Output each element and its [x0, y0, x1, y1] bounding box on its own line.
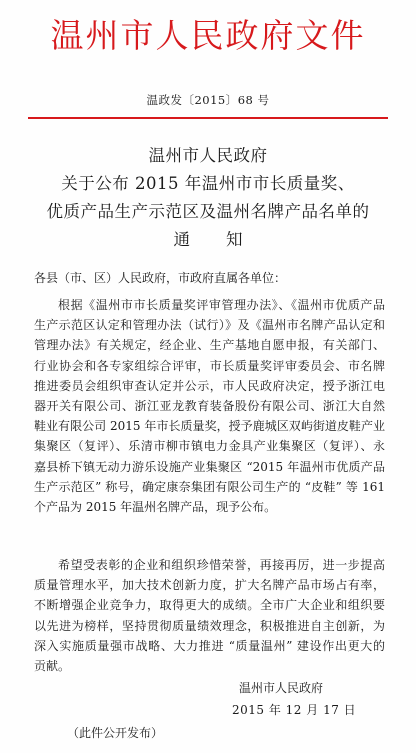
public-release-note: （此件公开发布） — [67, 726, 164, 740]
paragraph-1-line: 推进委员会组织审查认定并公示，市人民政府决定，授予浙江电 — [34, 378, 385, 393]
paragraph-2-line: 希望受表彰的企业和组织珍惜荣誉，再接再厉，进一步提高 — [58, 558, 385, 572]
issuer-signature: 温州市人民政府 — [239, 681, 324, 695]
document-header-title: 温州市人民政府文件 — [50, 16, 366, 55]
paragraph-2-line: 不断增强企业竞争力，取得更大的成绩。全市广大企业和组织要 — [34, 598, 385, 613]
document-number: 温政发〔2015〕68 号 — [146, 93, 270, 107]
paragraph-1-line: 生产示范区认定和管理办法（试行）》及《温州市名牌产品认定和 — [34, 318, 385, 333]
notice-title — [0, 142, 416, 254]
notice-title-line-3: 优质产品生产示范区及温州名牌产品名单的 — [46, 202, 370, 221]
paragraph-1-line: 根据《温州市市长质量奖评审管理办法》、《温州市优质产品 — [58, 298, 385, 312]
addressee-line: 各县（市、区）人民政府，市政府直属各单位： — [34, 271, 287, 285]
notice-title-line-1: 温州市人民政府 — [148, 146, 268, 165]
paragraph-2-line: 以先进为榜样，坚持贯彻质量绩效理念，积极推进自主创新，为 — [34, 618, 385, 633]
paragraph-2-line: 深入实施质量强市战略、大力推进 “质量温州” 建设作出更大的 — [34, 638, 385, 653]
paragraph-1-line: 鞋业有限公司 2015 年市长质量奖，授予鹿城区双屿街道皮鞋产业 — [34, 419, 385, 434]
paragraph-2-line: 贡献。 — [34, 659, 71, 674]
paragraph-1-line: 个产品为 2015 年温州名牌产品，现予公布。 — [34, 500, 277, 515]
paragraph-1-line: 器开关有限公司、浙江亚龙教育装备股份有限公司、浙江大自然 — [34, 399, 385, 414]
paragraph-1-line: 行业协会和各专家组综合评审，市长质量奖评审委员会、市名牌 — [34, 358, 385, 373]
paragraph-2-line: 质量管理水平，加大技术创新力度，扩大名牌产品市场占有率， — [34, 578, 385, 593]
notice-title-line-2: 关于公布 2015 年温州市市长质量奖、 — [61, 174, 355, 193]
paragraph-1-line: 嘉县桥下镇无动力游乐设施产业集聚区 “2015 年温州市优质产品 — [34, 459, 385, 474]
body-paragraph-1 — [34, 295, 385, 517]
paragraph-1-line: 管理办法》有关规定，经企业、生产基地自愿申报，有关部门、 — [34, 338, 385, 353]
paragraph-1-line: 生产示范区” 称号，确定康奈集团有限公司生产的 “皮鞋” 等 161 — [34, 479, 385, 494]
issue-date: 2015 年 12 月 17 日 — [232, 703, 357, 717]
paragraph-1-line: 集聚区（复评）、乐清市柳市镇电力金具产业集聚区（复评）、永 — [34, 439, 385, 454]
notice-title-line-4: 通知 — [173, 230, 279, 249]
red-divider-line — [28, 117, 388, 119]
body-paragraph-2 — [34, 555, 385, 676]
